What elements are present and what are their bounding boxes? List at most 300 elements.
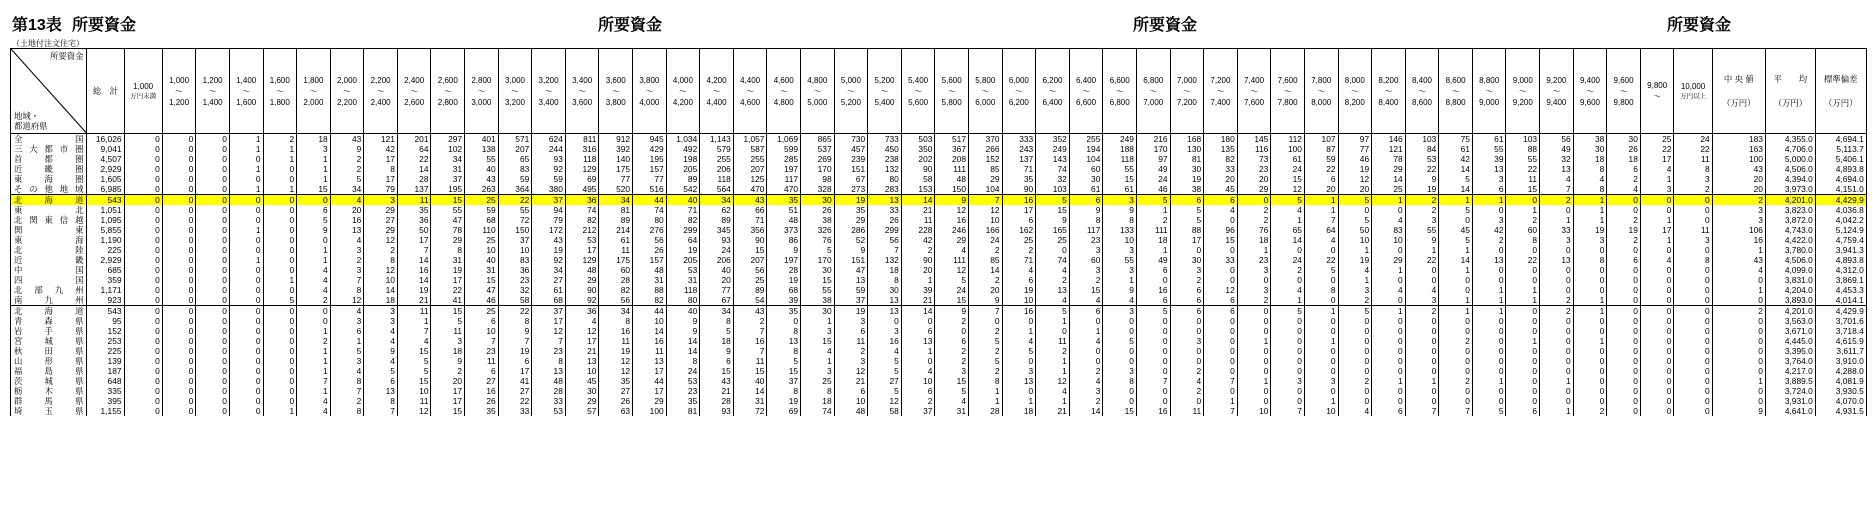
cell-value: 6 (1170, 195, 1204, 206)
cell-value: 0 (229, 215, 263, 225)
cell-value: 103 (1405, 134, 1439, 145)
cell-value: 0 (1607, 386, 1641, 396)
cell-value: 53 (565, 235, 599, 245)
table-row (11, 406, 1867, 416)
cell-total: 685 (87, 265, 124, 275)
cell-value: 0 (1405, 316, 1439, 326)
cell-value: 166 (968, 225, 1002, 235)
cell-value: 90 (901, 255, 935, 265)
cell-value: 6 (1136, 295, 1170, 306)
cell-value: 1 (1304, 195, 1338, 206)
cell-value: 18 (1002, 406, 1036, 416)
cell-total: 2,929 (87, 164, 124, 174)
cell-value: 82 (599, 285, 633, 295)
cell-value: 1 (1472, 376, 1506, 386)
cell-value: 33 (1204, 255, 1238, 265)
cell-value: 39 (767, 295, 801, 306)
cell-value: 0 (1204, 366, 1238, 376)
cell-value: 0 (1204, 346, 1238, 356)
cell-value: 13 (364, 386, 398, 396)
cell-value: 10 (397, 386, 431, 396)
cell-value: 17 (1002, 205, 1036, 215)
cell-value: 1 (297, 154, 331, 164)
cell-value: 214 (599, 225, 633, 235)
header-bin-lo: 6,400 (1076, 75, 1097, 85)
cell-value: 0 (1506, 346, 1540, 356)
cell-value: 33 (532, 396, 566, 406)
cell-value: 27 (498, 386, 532, 396)
header-bin-hi: 7,800 (1277, 97, 1298, 107)
cell-value: 10 (465, 245, 499, 255)
header-bin-lo: 9,600 (1613, 75, 1634, 85)
cell-value: 5 (1036, 306, 1070, 317)
cell-value: 0 (124, 134, 162, 145)
header-bin-hi: 9,200 (1512, 97, 1533, 107)
cell-value: 5 (397, 366, 431, 376)
cell-median: 3,889.5 (1765, 376, 1815, 386)
cell-value: 0 (1506, 265, 1540, 275)
header-bin-hi: 5,800 (941, 97, 962, 107)
cell-value: 9 (834, 245, 868, 255)
cell-value: 175 (599, 255, 633, 265)
cell-value: 89 (599, 215, 633, 225)
cell-value: 0 (196, 134, 230, 145)
cell-value: 4 (1036, 265, 1070, 275)
cell-value: 263 (465, 184, 499, 195)
cell-value: 18 (1573, 154, 1607, 164)
cell-value: 0 (1573, 326, 1607, 336)
cell-value: 1 (1036, 316, 1070, 326)
cell-value: 0 (1405, 356, 1439, 366)
cell-value: 18 (801, 396, 835, 406)
cell-value: 2 (834, 346, 868, 356)
cell-value: 286 (834, 225, 868, 235)
cell-value: 100 (1271, 144, 1305, 154)
header-bin-tilde: 〜 (1182, 86, 1191, 96)
cell-value: 29 (1372, 164, 1406, 174)
header-bin-lo: 4,400 (740, 75, 761, 85)
cell-value: 8 (767, 326, 801, 336)
cell-value: 5 (1036, 195, 1070, 206)
cell-value: 5 (431, 316, 465, 326)
cell-value: 32 (1540, 154, 1574, 164)
cell-value: 17 (1640, 154, 1674, 164)
cell-value: 13 (868, 195, 902, 206)
cell-value: 3 (1237, 285, 1271, 295)
cell-value: 0 (1506, 386, 1540, 396)
cell-value: 0 (1237, 275, 1271, 285)
cell-value: 60 (1069, 164, 1103, 174)
cell-median: 4,355.0 (1765, 134, 1815, 145)
header-bin-tilde: 〜 (1418, 86, 1426, 96)
cell-value: 11 (1674, 225, 1712, 235)
cell-value: 29 (1237, 184, 1271, 195)
cell-value: 4 (1271, 285, 1305, 295)
cell-value: 6 (935, 336, 969, 346)
cell-value: 30 (801, 306, 835, 317)
cell-value: 3 (1103, 366, 1137, 376)
cell-value: 3 (834, 356, 868, 366)
header-bin-hi: 9,800 (1613, 97, 1634, 107)
cell-value: 64 (1304, 225, 1338, 235)
cell-value: 4 (1271, 205, 1305, 215)
header-bin-lo: 9,400 (1579, 75, 1600, 85)
cell-value: 8 (767, 386, 801, 396)
cell-value: 42 (901, 235, 935, 245)
cell-value: 216 (1136, 134, 1170, 145)
cell-value: 0 (1069, 356, 1103, 366)
header-bin-tilde: 〜 (1485, 86, 1494, 96)
table-row (11, 174, 1867, 184)
cell-value: 31 (935, 406, 969, 416)
cell-value: 5 (935, 275, 969, 285)
cell-value: 0 (196, 265, 230, 275)
cell-value: 1 (1439, 265, 1473, 275)
cell-value: 2 (968, 366, 1002, 376)
cell-value: 12 (1036, 376, 1070, 386)
cell-value: 20 (1204, 174, 1238, 184)
cell-value: 0 (1439, 366, 1473, 376)
cell-value: 31 (465, 265, 499, 275)
header-corner (11, 49, 87, 134)
header-bin-hi: 2,400 (370, 97, 391, 107)
cell-value: 17 (565, 336, 599, 346)
header-bin-hi: 8,600 (1411, 97, 1433, 107)
cell-value: 0 (1472, 316, 1506, 326)
cell-total: 1,155 (87, 406, 124, 416)
header-bin-hi: 1,200 (169, 97, 190, 107)
cell-value: 37 (532, 195, 566, 206)
cell-over: 1 (1712, 376, 1765, 386)
cell-median: 4,099.0 (1765, 265, 1815, 275)
cell-value: 9 (330, 144, 364, 154)
cell-value: 2 (1338, 295, 1372, 306)
cell-value: 20 (901, 265, 935, 275)
table-row (11, 215, 1867, 225)
cell-value: 450 (868, 144, 902, 154)
cell-value: 74 (801, 406, 835, 416)
cell-value: 0 (297, 235, 331, 245)
cell-value: 17 (431, 275, 465, 285)
cell-value: 48 (767, 215, 801, 225)
cell-value: 15 (1271, 174, 1305, 184)
cell-value: 1 (229, 134, 263, 145)
cell-value: 1,143 (700, 134, 734, 145)
cell-value: 1 (1472, 195, 1506, 206)
cell-value: 27 (465, 376, 499, 386)
cell-value: 238 (868, 154, 902, 164)
cell-value: 0 (124, 275, 162, 285)
cell-value: 5 (868, 386, 902, 396)
cell-value: 0 (1271, 396, 1305, 406)
cell-value: 0 (1506, 306, 1540, 317)
header-bin-tilde: 〜 (1082, 86, 1091, 96)
cell-over: 43 (1712, 255, 1765, 265)
row-label: 三大都市圏 (11, 144, 87, 154)
cell-value: 3 (297, 144, 331, 154)
cell-value: 77 (633, 174, 667, 184)
cell-over: 100 (1712, 154, 1765, 164)
cell-value: 0 (1372, 386, 1406, 396)
cell-value: 0 (1573, 346, 1607, 356)
cell-mean: 4,453.3 (1815, 285, 1866, 295)
cell-value: 0 (196, 255, 230, 265)
header-bin-hi: 8,200 (1344, 97, 1365, 107)
cell-value: 1 (229, 144, 263, 154)
cell-value: 0 (1472, 346, 1506, 356)
cell-value: 97 (1338, 134, 1372, 145)
cell-value: 18 (297, 134, 331, 145)
cell-value: 162 (1002, 225, 1036, 235)
table-row (11, 144, 1867, 154)
cell-value: 0 (1338, 316, 1372, 326)
cell-value: 89 (733, 285, 767, 295)
cell-value: 15 (801, 275, 835, 285)
cell-value: 20 (330, 205, 364, 215)
cell-value: 297 (431, 134, 465, 145)
cell-over: 20 (1712, 174, 1765, 184)
cell-value: 71 (733, 215, 767, 225)
cell-median: 5,000.0 (1765, 154, 1815, 164)
cell-value: 92 (532, 164, 566, 174)
cell-value: 1 (1204, 396, 1238, 406)
cell-value: 0 (1540, 245, 1574, 255)
cell-value: 9 (767, 245, 801, 255)
cell-value: 0 (263, 265, 297, 275)
cell-value: 60 (1506, 225, 1540, 235)
header-bin (1439, 49, 1473, 134)
cell-value: 14 (397, 164, 431, 174)
cell-value: 12 (1204, 285, 1238, 295)
cell-value: 0 (124, 215, 162, 225)
cell-value: 1 (1573, 336, 1607, 346)
cell-value: 25 (465, 195, 499, 206)
cell-value: 0 (1136, 326, 1170, 336)
row-label: 東海 (11, 235, 87, 245)
cell-value: 47 (834, 265, 868, 275)
cell-value: 0 (1271, 356, 1305, 366)
header-bin (599, 49, 633, 134)
cell-value: 0 (1405, 326, 1439, 336)
cell-value: 150 (498, 225, 532, 235)
cell-value: 44 (633, 195, 667, 206)
cell-value: 0 (1607, 346, 1641, 356)
cell-value: 5 (968, 356, 1002, 366)
cell-value: 43 (733, 195, 767, 206)
cell-value: 0 (1002, 356, 1036, 366)
cell-value: 0 (229, 265, 263, 275)
cell-value: 14 (901, 306, 935, 317)
cell-median: 3,395.0 (1765, 346, 1815, 356)
cell-value: 2 (1607, 235, 1641, 245)
cell-value: 38 (1170, 184, 1204, 195)
cell-value: 0 (229, 205, 263, 215)
cell-value: 0 (1204, 316, 1238, 326)
cell-value: 0 (1237, 306, 1271, 317)
cell-value: 0 (1472, 326, 1506, 336)
cell-value: 299 (868, 225, 902, 235)
cell-value: 15 (397, 346, 431, 356)
header-bin-lo: 2,200 (370, 75, 391, 85)
cell-value: 22 (498, 306, 532, 317)
cell-value: 90 (1002, 184, 1036, 195)
header-bin-lo: 7,200 (1210, 75, 1231, 85)
cell-value: 0 (1103, 356, 1137, 366)
cell-value: 0 (124, 336, 162, 346)
cell-value: 7 (733, 326, 767, 336)
cell-over: 163 (1712, 144, 1765, 154)
cell-value: 0 (263, 225, 297, 235)
cell-value: 0 (124, 316, 162, 326)
header-bin-tilde: 〜 (410, 86, 419, 96)
cell-value: 170 (801, 164, 835, 174)
cell-value: 53 (666, 265, 700, 275)
cell-value: 1 (1237, 336, 1271, 346)
cell-total: 359 (87, 275, 124, 285)
cell-value: 89 (700, 215, 734, 225)
table-row (11, 386, 1867, 396)
cell-value: 13 (1036, 285, 1070, 295)
cell-value: 4 (297, 406, 331, 416)
cell-value: 69 (767, 406, 801, 416)
cell-value: 0 (1506, 195, 1540, 206)
cell-value: 5 (1338, 195, 1372, 206)
header-bin (1036, 49, 1070, 134)
cell-value: 0 (124, 295, 162, 306)
cell-value: 18 (431, 346, 465, 356)
cell-value: 4 (1540, 174, 1574, 184)
cell-value: 11 (901, 215, 935, 225)
cell-value: 1 (297, 174, 331, 184)
cell-value: 6 (1069, 306, 1103, 317)
cell-value: 0 (1338, 205, 1372, 215)
cell-value: 1 (1069, 326, 1103, 336)
cell-value: 24 (666, 366, 700, 376)
cell-value: 6 (1002, 215, 1036, 225)
cell-value: 19 (834, 195, 868, 206)
cell-value: 74 (1036, 255, 1070, 265)
cell-value: 2 (1036, 346, 1070, 356)
cell-value: 8 (330, 406, 364, 416)
cell-value: 0 (1674, 306, 1712, 317)
cell-value: 29 (364, 205, 398, 215)
cell-value: 1 (263, 144, 297, 154)
cell-value: 26 (868, 215, 902, 225)
header-bin-lo: 7,400 (1244, 75, 1265, 85)
cell-value: 30 (1069, 174, 1103, 184)
header-bin (733, 49, 767, 134)
cell-value: 4 (297, 275, 331, 285)
cell-value: 3 (1103, 245, 1137, 255)
cell-value: 1 (263, 406, 297, 416)
cell-value: 0 (1372, 295, 1406, 306)
cell-value: 0 (1439, 275, 1473, 285)
cell-median: 4,201.0 (1765, 195, 1815, 206)
cell-value: 3 (1069, 245, 1103, 255)
cell-value: 865 (801, 134, 835, 145)
cell-value: 266 (968, 144, 1002, 154)
header-bin-lo: 9,200 (1546, 75, 1567, 85)
cell-value: 33 (1540, 225, 1574, 235)
cell-value: 5 (935, 386, 969, 396)
cell-value: 244 (532, 144, 566, 154)
cell-value: 1 (1237, 376, 1271, 386)
header-bin-hi: 9,400 (1546, 97, 1567, 107)
header-bin-hi: 1,600 (236, 97, 257, 107)
cell-value: 0 (1674, 346, 1712, 356)
cell-value: 13 (532, 366, 566, 376)
cell-value: 17 (1170, 235, 1204, 245)
cell-value: 6 (465, 316, 499, 326)
cell-value: 2 (431, 366, 465, 376)
cell-value: 19 (498, 346, 532, 356)
cell-value: 85 (968, 164, 1002, 174)
cell-median: 3,872.0 (1765, 215, 1815, 225)
cell-value: 24 (1271, 255, 1305, 265)
cell-value: 0 (1271, 336, 1305, 346)
cell-value: 0 (1338, 366, 1372, 376)
cell-value: 9 (666, 316, 700, 326)
cell-value: 118 (565, 154, 599, 164)
cell-value: 20 (1338, 184, 1372, 195)
cell-value: 165 (1036, 225, 1070, 235)
cell-value: 14 (666, 346, 700, 356)
cell-value: 283 (868, 184, 902, 195)
cell-value: 22 (1405, 255, 1439, 265)
cell-over: 20 (1712, 184, 1765, 195)
cell-value: 71 (1002, 164, 1036, 174)
cell-value: 7 (1204, 376, 1238, 386)
cell-value: 0 (1540, 386, 1574, 396)
cell-value: 206 (700, 255, 734, 265)
cell-value: 82 (666, 215, 700, 225)
cell-value: 2 (1069, 396, 1103, 406)
cell-value: 3 (1069, 386, 1103, 396)
header-bin (1271, 49, 1305, 134)
table-subnote: （土地付注文住宅） (12, 39, 84, 48)
cell-value: 55 (1103, 164, 1137, 174)
cell-value: 4 (397, 336, 431, 346)
cell-value: 36 (498, 265, 532, 275)
cell-value: 11 (1036, 336, 1070, 346)
cell-value: 12 (868, 396, 902, 406)
cell-value: 14 (666, 336, 700, 346)
cell-value: 13 (868, 306, 902, 317)
cell-value: 0 (263, 396, 297, 406)
header-bin-lo: 1,800 (303, 75, 324, 85)
cell-value: 4 (1002, 336, 1036, 346)
cell-value: 11 (1674, 154, 1712, 164)
table-title-repeat-3: 所要資金 (1667, 17, 1732, 34)
cell-median: 4,201.0 (1765, 306, 1815, 317)
header-bin-tilde: 〜 (1283, 86, 1292, 96)
cell-over: 0 (1712, 386, 1765, 396)
cell-value: 11 (1506, 174, 1540, 184)
cell-total: 225 (87, 245, 124, 255)
cell-value: 1 (901, 346, 935, 356)
cell-value: 0 (1640, 386, 1674, 396)
cell-value: 3 (1170, 265, 1204, 275)
cell-value: 0 (1304, 356, 1338, 366)
cell-value: 8 (330, 376, 364, 386)
cell-value: 0 (196, 235, 230, 245)
cell-value: 4 (935, 245, 969, 255)
header-bin-tilde: 〜 (611, 86, 620, 96)
cell-value: 0 (1170, 326, 1204, 336)
cell-value: 0 (196, 215, 230, 225)
cell-value: 3 (1069, 265, 1103, 275)
cell-value: 83 (498, 255, 532, 265)
